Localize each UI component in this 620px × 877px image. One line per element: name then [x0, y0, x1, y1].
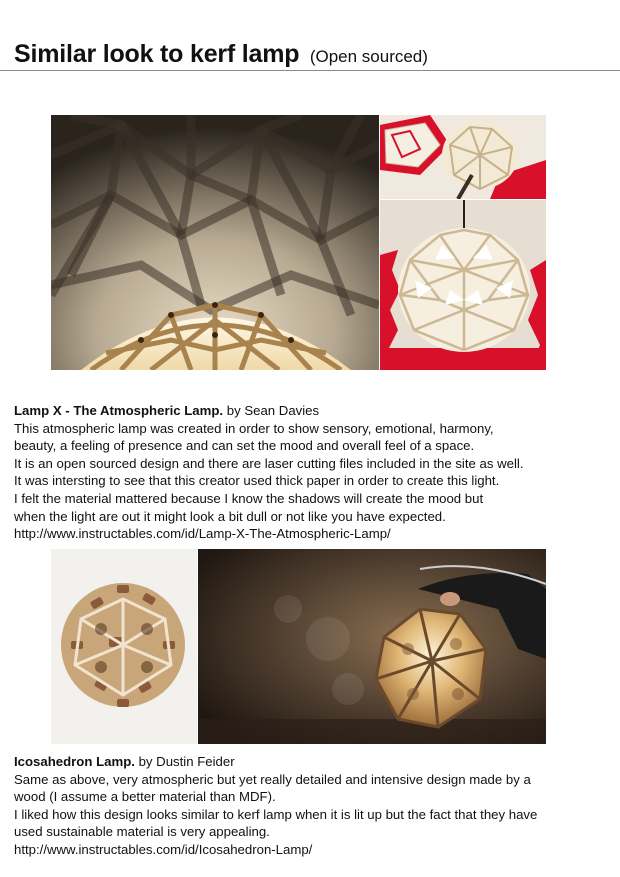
lamp-x-assembled-photo — [380, 200, 546, 370]
lamp-x-line-5: I felt the material mattered because I know the shadows will create the mood but — [14, 490, 484, 506]
lamp-x-heading-line — [14, 402, 614, 420]
lamp-x-parts-photo — [380, 115, 546, 199]
page-title: Similar look to kerf lamp — [14, 40, 300, 68]
lamp-x-shadow-photo — [51, 115, 379, 370]
lamp-x-line-1: This atmospheric lamp was created in order to show sensory, emotional, harmony, — [14, 420, 494, 436]
icosahedron-link[interactable]: http://www.instructables.com/id/Icosahedron-Lamp/ — [14, 841, 313, 857]
icosahedron-title: Icosahedron Lamp. — [14, 754, 135, 769]
lamp-x-line-4: It was intersting to see that this creator used thick paper in order to create this light. — [14, 473, 500, 489]
lamp-x-line-6: when the light are out it might look a bit dull or not like you have expected. — [14, 508, 446, 524]
icosahedron-line-1: Same as above, very atmospheric but yet really detailed and intensive design made by a — [14, 771, 531, 787]
lamp-x-byline: by Sean Davies — [223, 403, 320, 418]
lamp-x-description — [14, 402, 614, 543]
lamp-x-line-2: beauty, a feeling of presence and can set the mood and overall feel of a space. — [14, 438, 475, 454]
icosahedron-line-4: used sustainable material is very appealing. — [14, 824, 270, 840]
lamp-x-line-3: It is an open sourced design and there are laser cutting files included in the site as well. — [14, 455, 524, 471]
icosahedron-heading-line — [14, 753, 614, 771]
page-heading — [14, 40, 428, 69]
icosahedron-byline: by Dustin Feider — [134, 754, 235, 769]
icosahedron-lit-photo — [198, 549, 546, 744]
icosahedron-line-3: I liked how this design looks similar to kerf lamp when it is lit up but the fact that they have — [14, 806, 538, 822]
lamp-x-link[interactable]: http://www.instructables.com/id/Lamp-X-The-Atmospheric-Lamp/ — [14, 526, 391, 542]
icosahedron-line-2: wood (I assume a better material than MDF). — [14, 789, 276, 805]
icosahedron-description — [14, 753, 614, 859]
title-divider — [0, 70, 620, 71]
icosahedron-wood-photo — [51, 549, 197, 744]
lamp-x-title: Lamp X - The Atmospheric Lamp. — [14, 403, 224, 418]
page-subtitle: (Open sourced) — [309, 47, 428, 66]
